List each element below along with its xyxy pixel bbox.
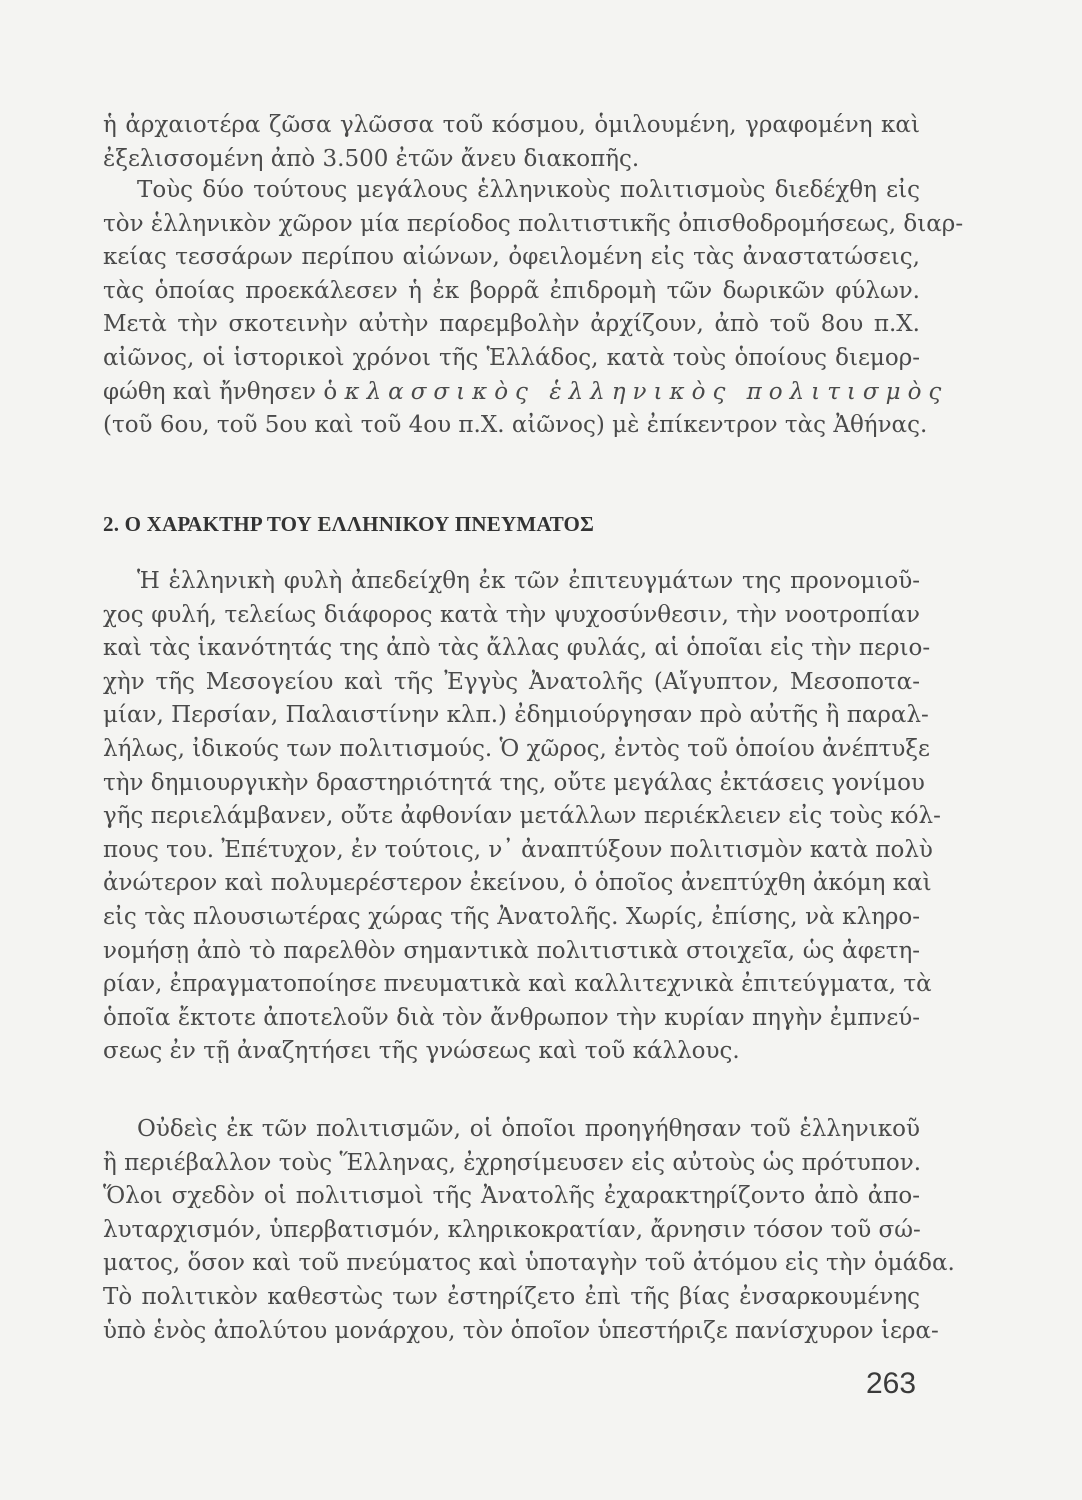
text-line: κείας τεσσάρων περίπου αἰώνων, ὀφειλομένη εἰς τὰς ἀναστατώσεις, (103, 244, 920, 271)
text-line: ἢ περιέβαλλον τοὺς Ἕλληνας, ἐχρησίμευσεν εἰς αὐτοὺς ὡς πρότυπον. (103, 1149, 922, 1176)
text-line: σεως ἐν τῇ ἀναζητήσει τῆς γνώσεως καὶ τοῦ κάλλους. (103, 1038, 740, 1065)
text-line: καὶ τὰς ἱκανότητάς της ἀπὸ τὰς ἄλλας φυλάς, αἱ ὁποῖαι εἰς τὴν περιο- (103, 635, 931, 662)
text-line: χὴν τῆς Μεσογείου καὶ τῆς Ἐγγὺς Ἀνατολῆς (Αἴγυπτον, Μεσοποτα- (103, 668, 920, 695)
emphasized-phrase: κλασσικὸς ἑλληνικὸς πολιτισμὸς (344, 378, 949, 405)
text-line: ἐξελισσομένη ἀπὸ 3.500 ἐτῶν ἄνευ διακοπῆς. (103, 145, 640, 172)
text-line: λήλως, ἰδικούς των πολιτισμούς. Ὁ χῶρος, ἐντὸς τοῦ ὁποίου ἀνέπτυξε (103, 736, 930, 762)
text-line: τὴν δημιουργικὴν δραστηριότητά της, οὔτε μεγάλας ἐκτάσεις γονίμου (103, 769, 925, 796)
text-line: (τοῦ 6ου, τοῦ 5ου καὶ τοῦ 4ου π.Χ. αἰῶνος) μὲ ἐπίκεντρον τὰς Ἀθήνας. (103, 412, 928, 439)
text-line: ματος, ὅσον καὶ τοῦ πνεύματος καὶ ὑποταγὴν τοῦ ἀτόμου εἰς τὴν ὁμάδα. (103, 1250, 955, 1277)
text-line: εἰς τὰς πλουσιωτέρας χώρας τῆς Ἀνατολῆς. Χωρίς, ἐπίσης, νὰ κληρο- (103, 904, 920, 930)
text-line: νομήσῃ ἀπὸ τὸ παρελθὸν σημαντικὰ πολιτιστικὰ στοιχεῖα, ὡς ἀφετη- (103, 937, 920, 964)
text-line: Τοὺς δύο τούτους μεγάλους ἑλληνικοὺς πολιτισμοὺς διεδέχθη εἰς (137, 177, 920, 203)
text-line: αἰῶνος, οἱ ἱστορικοὶ χρόνοι τῆς Ἑλλάδος, κατὰ τοὺς ὁποίους διεμορ- (103, 345, 920, 371)
text-line: λυταρχισμόν, ὑπερβατισμόν, κληρικοκρατίαν, ἄρνησιν τόσον τοῦ σώ- (103, 1216, 921, 1243)
text-line: ἀνώτερον καὶ πολυμερέστερον ἐκείνου, ὁ ὁποῖος ἀνεπτύχθη ἀκόμη καὶ (103, 870, 932, 897)
text-line: χος φυλή, τελείως διάφορος κατὰ τὴν ψυχοσύνθεσιν, τὴν νοοτροπίαν (103, 601, 920, 628)
text-line: Μετὰ τὴν σκοτεινὴν αὐτὴν παρεμβολὴν ἀρχίζουν, ἀπὸ τοῦ 8ου π.Χ. (103, 311, 920, 338)
text-line: Τὸ πολιτικὸν καθεστὼς των ἐστηρίζετο ἐπὶ τῆς βίας ἐνσαρκουμένης (103, 1284, 920, 1310)
text-line: ἡ ἀρχαιοτέρα ζῶσα γλῶσσα τοῦ κόσμου, ὁμιλουμένη, γραφομένη καὶ (103, 112, 920, 138)
text-line: Ἡ ἑλληνικὴ φυλὴ ἀπεδείχθη ἐκ τῶν ἐπιτευγμάτων της προνομιοῦ- (137, 568, 920, 594)
text-line: Οὐδεὶς ἐκ τῶν πολιτισμῶν, οἱ ὁποῖοι προηγήθησαν τοῦ ἑλληνικοῦ (137, 1116, 920, 1142)
text-line: γῆς περιελάμβανεν, οὔτε ἀφθονίαν μετάλλων περιέκλειεν εἰς τοὺς κόλ- (103, 803, 941, 830)
section-heading: 2. Ο ΧΑΡΑΚΤΗΡ ΤΟΥ ΕΛΛΗΝΙΚΟΥ ΠΝΕΥΜΑΤΟΣ (103, 512, 595, 536)
text-line: πους του. Ἐπέτυχον, ἐν τούτοις, ν᾽ ἀναπτύξουν πολιτισμὸν κατὰ πολὺ (103, 836, 933, 863)
text-line: τὰς ὁποίας προεκάλεσεν ἡ ἐκ βορρᾶ ἐπιδρομὴ τῶν δωρικῶν φύλων. (103, 277, 920, 304)
text-line: τὸν ἑλληνικὸν χῶρον μία περίοδος πολιτιστικῆς ὀπισθοδρομήσεως, διαρ- (103, 210, 964, 237)
page-number: 263 (866, 1367, 917, 1400)
text-line (103, 377, 949, 407)
line-prefix: φώθη καὶ ἤνθησεν ὁ (103, 378, 338, 405)
text-line: μίαν, Περσίαν, Παλαιστίνην κλπ.) ἐδημιούργησαν πρὸ αὐτῆς ἢ παραλ- (103, 702, 929, 729)
text-line: ὑπὸ ἑνὸς ἀπολύτου μονάρχου, τὸν ὁποῖον ὑπεστήριζε πανίσχυρον ἱερα- (103, 1317, 939, 1344)
text-line: ρίαν, ἐπραγματοποίησε πνευματικὰ καὶ καλλιτεχνικὰ ἐπιτεύγματα, τὰ (103, 971, 932, 998)
text-line: Ὅλοι σχεδὸν οἱ πολιτισμοὶ τῆς Ἀνατολῆς ἐχαρακτηρίζοντο ἀπὸ ἀπο- (103, 1183, 920, 1210)
text-line: ὁποῖα ἔκτοτε ἀποτελοῦν διὰ τὸν ἄνθρωπον τὴν κυρίαν πηγὴν ἐμπνεύ- (103, 1004, 920, 1031)
